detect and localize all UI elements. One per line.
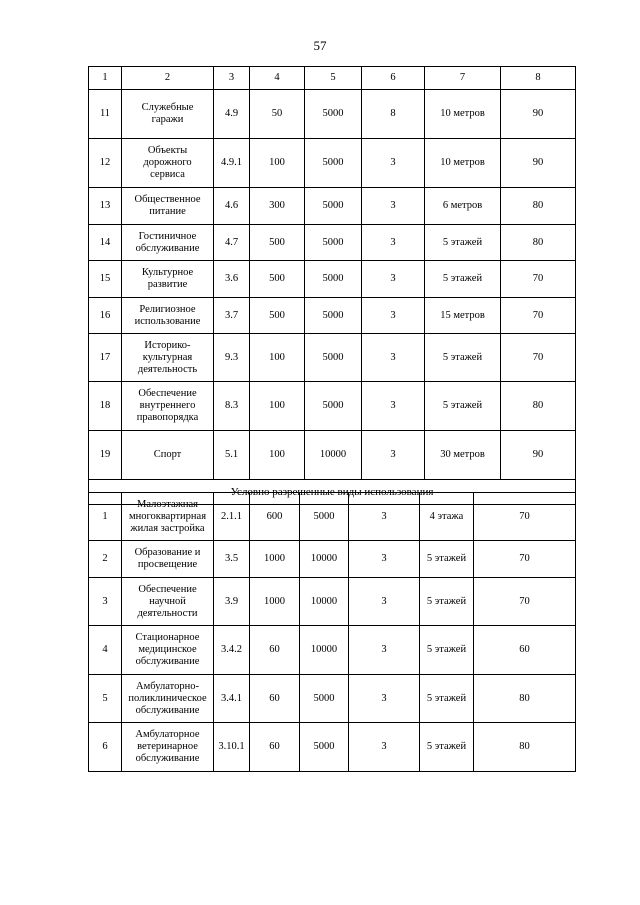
col4-cell: 1000 [250,578,300,626]
col7-cell: 5 этажей [420,541,474,578]
col7-cell: 30 метров [425,431,501,480]
table-row [89,261,576,298]
col4-cell: 100 [250,139,305,188]
row-number-cell: 11 [89,90,122,139]
table-row [89,578,576,626]
col4-cell: 500 [250,225,305,261]
col6-cell: 3 [362,188,425,225]
code-cell: 5.1 [214,431,250,480]
header-cell: 8 [501,67,576,90]
col7-cell: 5 этажей [420,626,474,675]
code-cell: 2.1.1 [214,493,250,541]
table-row [89,626,576,675]
col6-cell: 3 [362,431,425,480]
col8-cell: 70 [501,298,576,334]
row-number-cell: 5 [89,675,122,723]
col4-cell: 100 [250,431,305,480]
use-type-cell: Малоэтажная многоквартирная жилая застройка [122,493,214,541]
col5-cell: 5000 [300,675,349,723]
col8-cell: 70 [474,541,576,578]
col7-cell: 5 этажей [425,334,501,382]
col8-cell: 80 [474,723,576,772]
use-type-cell: Общественное питание [122,188,214,225]
table-row [89,431,576,480]
header-cell: 4 [250,67,305,90]
col5-cell: 5000 [305,90,362,139]
col7-cell: 5 этажей [420,578,474,626]
code-cell: 9.3 [214,334,250,382]
use-type-cell: Историко- культурная деятельность [122,334,214,382]
col7-cell: 10 метров [425,90,501,139]
col4-cell: 60 [250,675,300,723]
land-use-table [88,66,576,505]
row-number-cell: 12 [89,139,122,188]
col8-cell: 90 [501,139,576,188]
col4-cell: 50 [250,90,305,139]
col8-cell: 70 [474,578,576,626]
col5-cell: 5000 [305,382,362,431]
code-cell: 4.7 [214,225,250,261]
col6-cell: 3 [349,723,420,772]
row-number-cell: 1 [89,493,122,541]
table-row [89,541,576,578]
col5-cell: 5000 [300,493,349,541]
row-number-cell: 13 [89,188,122,225]
use-type-cell: Амбулаторное ветеринарное обслуживание [122,723,214,772]
table-row [89,493,576,541]
row-number-cell: 18 [89,382,122,431]
col4-cell: 500 [250,298,305,334]
use-type-cell: Спорт [122,431,214,480]
code-cell: 3.5 [214,541,250,578]
col6-cell: 3 [349,493,420,541]
row-number-cell: 2 [89,541,122,578]
conditional-use-table [88,492,576,772]
col4-cell: 500 [250,261,305,298]
col5-cell: 5000 [305,261,362,298]
col8-cell: 70 [474,493,576,541]
table-row [89,90,576,139]
code-cell: 8.3 [214,382,250,431]
code-cell: 3.4.1 [214,675,250,723]
col5-cell: 10000 [300,626,349,675]
use-type-cell: Гостиничное обслуживание [122,225,214,261]
col5-cell: 5000 [305,188,362,225]
col8-cell: 70 [501,334,576,382]
table-row [89,298,576,334]
header-cell: 2 [122,67,214,90]
col6-cell: 8 [362,90,425,139]
code-cell: 3.9 [214,578,250,626]
col8-cell: 80 [474,675,576,723]
col7-cell: 5 этажей [425,382,501,431]
col4-cell: 60 [250,723,300,772]
col8-cell: 80 [501,188,576,225]
header-cell: 3 [214,67,250,90]
use-type-cell: Обеспечение внутреннего правопорядка [122,382,214,431]
col8-cell: 90 [501,90,576,139]
use-type-cell: Объекты дорожного сервиса [122,139,214,188]
code-cell: 3.7 [214,298,250,334]
col5-cell: 5000 [305,225,362,261]
col5-cell: 10000 [305,431,362,480]
table-row [89,723,576,772]
table-header-row [89,67,576,90]
row-number-cell: 6 [89,723,122,772]
table-row [89,188,576,225]
row-number-cell: 3 [89,578,122,626]
table-row [89,225,576,261]
col6-cell: 3 [349,541,420,578]
col8-cell: 70 [501,261,576,298]
use-type-cell: Служебные гаражи [122,90,214,139]
col4-cell: 1000 [250,541,300,578]
col7-cell: 5 этажей [420,723,474,772]
row-number-cell: 19 [89,431,122,480]
col4-cell: 100 [250,334,305,382]
header-cell: 5 [305,67,362,90]
use-type-cell: Амбулаторно- поликлиническое обслуживание [122,675,214,723]
col8-cell: 80 [501,225,576,261]
col7-cell: 15 метров [425,298,501,334]
col7-cell: 5 этажей [420,675,474,723]
row-number-cell: 14 [89,225,122,261]
col6-cell: 3 [362,382,425,431]
col5-cell: 5000 [300,723,349,772]
col7-cell: 5 этажей [425,261,501,298]
col6-cell: 3 [349,578,420,626]
col8-cell: 90 [501,431,576,480]
col6-cell: 3 [349,675,420,723]
header-cell: 7 [425,67,501,90]
code-cell: 4.9 [214,90,250,139]
col4-cell: 100 [250,382,305,431]
table-row [89,382,576,431]
table-row [89,675,576,723]
header-cell: 1 [89,67,122,90]
section-title: Условно разрешенные виды использования [89,480,576,505]
code-cell: 4.9.1 [214,139,250,188]
code-cell: 3.10.1 [214,723,250,772]
col7-cell: 10 метров [425,139,501,188]
col5-cell: 10000 [300,541,349,578]
use-type-cell: Образование и просвещение [122,541,214,578]
page-number: 57 [313,38,327,53]
col5-cell: 10000 [300,578,349,626]
col7-cell: 6 метров [425,188,501,225]
col8-cell: 60 [474,626,576,675]
use-type-cell: Культурное развитие [122,261,214,298]
header-cell: 6 [362,67,425,90]
use-type-cell: Обеспечение научной деятельности [122,578,214,626]
col8-cell: 80 [501,382,576,431]
col7-cell: 4 этажа [420,493,474,541]
col6-cell: 3 [349,626,420,675]
col6-cell: 3 [362,139,425,188]
col5-cell: 5000 [305,334,362,382]
row-number-cell: 17 [89,334,122,382]
table-row [89,139,576,188]
col6-cell: 3 [362,261,425,298]
use-type-cell: Религиозное использование [122,298,214,334]
table-row [89,334,576,382]
col5-cell: 5000 [305,139,362,188]
col4-cell: 300 [250,188,305,225]
row-number-cell: 15 [89,261,122,298]
col6-cell: 3 [362,298,425,334]
use-type-cell: Стационарное медицинское обслуживание [122,626,214,675]
code-cell: 3.4.2 [214,626,250,675]
col6-cell: 3 [362,334,425,382]
col6-cell: 3 [362,225,425,261]
col5-cell: 5000 [305,298,362,334]
col4-cell: 600 [250,493,300,541]
code-cell: 3.6 [214,261,250,298]
col4-cell: 60 [250,626,300,675]
row-number-cell: 4 [89,626,122,675]
row-number-cell: 16 [89,298,122,334]
code-cell: 4.6 [214,188,250,225]
col7-cell: 5 этажей [425,225,501,261]
